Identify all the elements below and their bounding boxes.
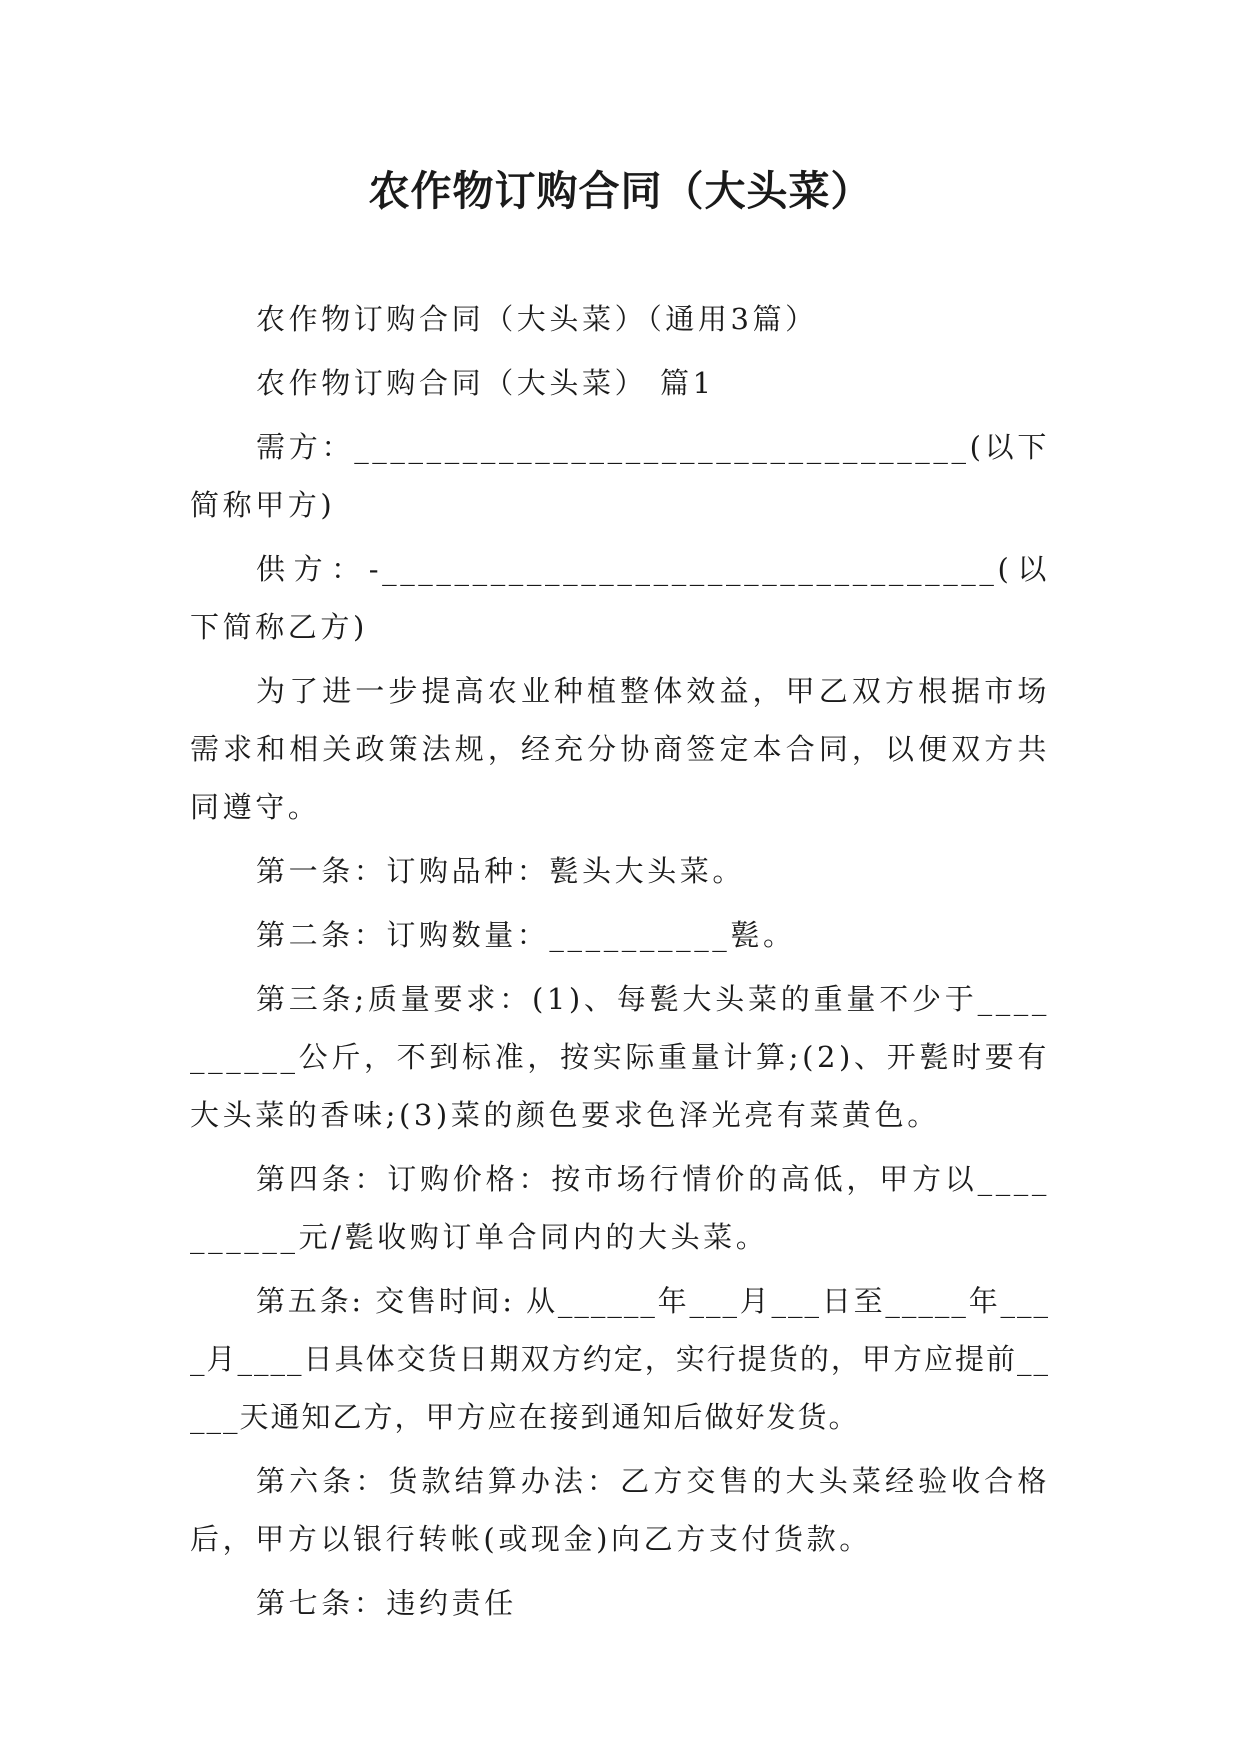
paragraph-supplier: 供方：-__________________________________(以下简称乙方) xyxy=(190,552,1050,644)
paragraph-subtitle: 农作物订购合同（大头菜）（通用3篇） xyxy=(256,302,818,336)
paragraph-buyer: 需方：__________________________________(以下简称甲方) xyxy=(190,430,1050,522)
paragraph-article-1: 第一条：订购品种：甏头大头菜。 xyxy=(256,854,746,888)
paragraph-section-heading: 农作物订购合同（大头菜） 篇1 xyxy=(256,366,715,400)
document-body xyxy=(190,290,1050,1638)
document-title: 农作物订购合同（大头菜） xyxy=(368,167,873,215)
paragraph-article-7: 第七条：违约责任 xyxy=(256,1586,517,1620)
paragraph-article-3: 第三条;质量要求：(1)、每甏大头菜的重量不少于__________公斤，不到标准，按实际重量计算;(2)、开甏时要有大头菜的香味;(3)菜的颜色要求色泽光亮有菜黄色。 xyxy=(190,982,1050,1132)
paragraph-preamble: 为了进一步提高农业种植整体效益，甲乙双方根据市场需求和相关政策法规，经充分协商签定本合同，以便双方共同遵守。 xyxy=(190,674,1050,824)
paragraph-article-5: 第五条: 交售时间: 从______年___月___日至_____年____月____日具体交货日期双方约定，实行提货的，甲方应提前_____天通知乙方，甲方应在接到通知后做好发货。 xyxy=(190,1284,1050,1434)
paragraph-article-4: 第四条：订购价格：按市场行情价的高低，甲方以__________元/甏收购订单合同内的大头菜。 xyxy=(190,1162,1050,1254)
paragraph-article-2: 第二条：订购数量：__________甏。 xyxy=(256,918,796,952)
paragraph-article-6: 第六条：货款结算办法：乙方交售的大头菜经验收合格后，甲方以银行转帐(或现金)向乙方支付货款。 xyxy=(190,1464,1050,1556)
